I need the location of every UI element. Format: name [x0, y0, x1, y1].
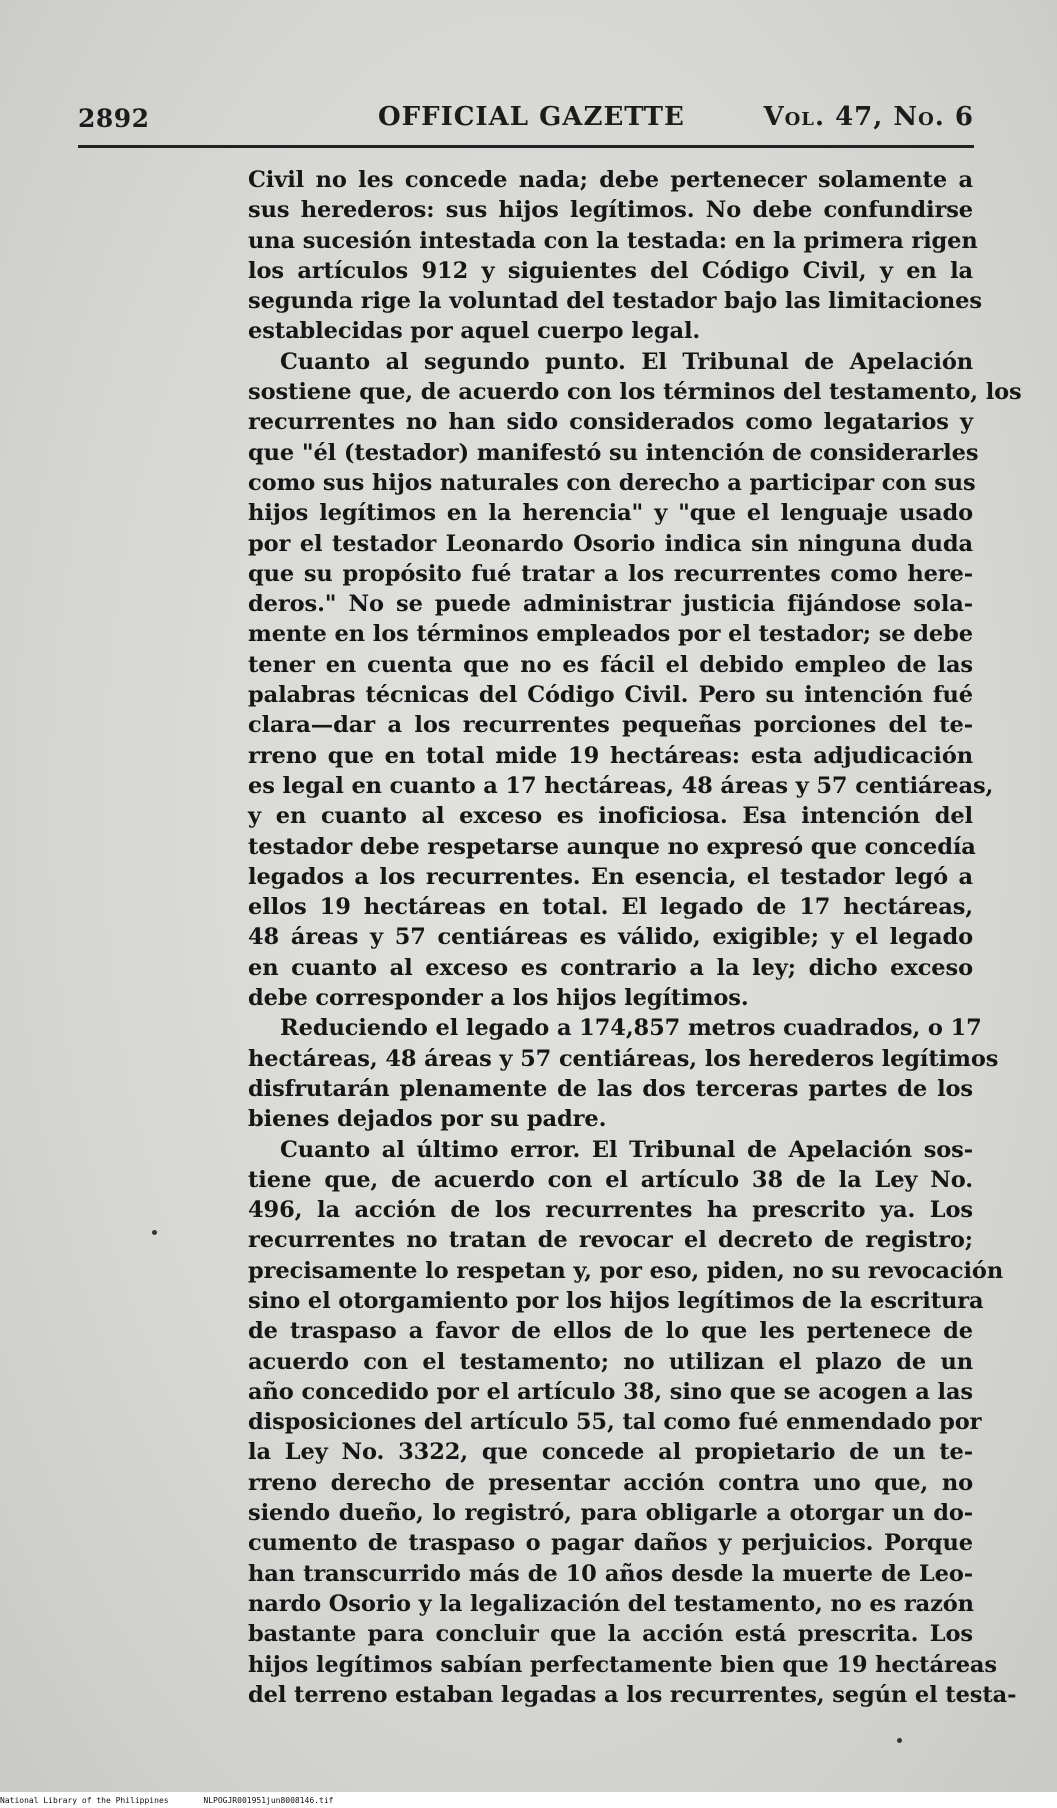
text-line: en cuanto al exceso es contrario a la ley; dicho exceso: [248, 954, 973, 981]
volume-number: Vol. 47, No. 6: [763, 102, 974, 132]
running-title: OFFICIAL GAZETTE: [378, 102, 685, 132]
text-line: año concedido por el artículo 38, sino que se acogen a las: [248, 1378, 973, 1405]
text-line: segunda rige la voluntad del testador bajo las limitaciones: [248, 288, 982, 315]
text-line: 496, la acción de los recurrentes ha prescrito ya. Los: [248, 1197, 973, 1224]
text-line: recurrentes no han sido considerados como legatarios y: [248, 409, 973, 436]
header-rule: [78, 145, 974, 148]
text-line: hectáreas, 48 áreas y 57 centiáreas, los herederos legítimos: [248, 1045, 999, 1072]
scan-speck: [152, 1230, 157, 1235]
text-line: legados a los recurrentes. En esencia, el testador legó a: [248, 863, 973, 890]
text-line: Civil no les concede nada; debe pertenecer solamente a: [248, 167, 973, 193]
text-line: mente en los términos empleados por el testador; se debe: [248, 621, 973, 648]
text-line: bienes dejados por su padre.: [248, 1106, 607, 1133]
text-line: Reduciendo el legado a 174,857 metros cuadrados, o 17: [280, 1015, 982, 1042]
text-line: la Ley No. 3322, que concede al propietario de un te-: [248, 1439, 973, 1466]
text-line: disfrutarán plenamente de las dos terceras partes de los: [248, 1075, 973, 1102]
text-line: como sus hijos naturales con derecho a participar con sus: [248, 469, 976, 496]
text-line: palabras técnicas del Código Civil. Pero su intención fué: [248, 682, 973, 709]
text-line: tiene que, de acuerdo con el artículo 38 de la Ley No.: [248, 1166, 973, 1193]
text-line: acuerdo con el testamento; no utilizan el plazo de un: [248, 1348, 973, 1375]
text-line: cumento de traspaso o pagar daños y perjuicios. Porque: [248, 1530, 973, 1557]
text-line: nardo Osorio y la legalización del testamento, no es razón: [248, 1590, 974, 1617]
text-line: sus herederos: sus hijos legítimos. No debe confundirse: [248, 197, 973, 224]
text-line: clara—dar a los recurrentes pequeñas porciones del te-: [248, 712, 973, 739]
text-line: que su propósito fué tratar a los recurrentes como here-: [248, 560, 973, 587]
text-line: rreno derecho de presentar acción contra uno que, no: [248, 1469, 973, 1496]
text-line: y en cuanto al exceso es inoficiosa. Esa intención del: [248, 803, 973, 830]
text-line: sino el otorgamiento por los hijos legítimos de la escritura: [248, 1287, 984, 1314]
body-text: [248, 165, 1022, 1710]
text-line: es legal en cuanto a 17 hectáreas, 48 áreas y 57 centiáreas,: [248, 772, 994, 799]
scan-speck: [897, 1738, 902, 1743]
text-line: Cuanto al segundo punto. El Tribunal de Apelación: [280, 348, 973, 375]
text-line: los artículos 912 y siguientes del Código Civil, y en la: [248, 257, 973, 284]
text-line: hijos legítimos sabían perfectamente bien que 19 hectáreas: [248, 1651, 997, 1678]
text-line: 48 áreas y 57 centiáreas es válido, exigible; y el legado: [248, 924, 973, 951]
text-line: han transcurrido más de 10 años desde la muerte de Leo-: [248, 1560, 973, 1587]
scan-footer: [0, 1794, 1057, 1808]
text-line: una sucesión intestada con la testada: en la primera rigen: [248, 227, 978, 254]
text-line: de traspaso a favor de ellos de lo que les pertenece de: [248, 1318, 973, 1345]
page-header: [78, 100, 974, 134]
text-line: testador debe respetarse aunque no expresó que concedía: [248, 833, 976, 860]
text-line: rreno que en total mide 19 hectáreas: esta adjudicación: [248, 742, 973, 769]
text-line: debe corresponder a los hijos legítimos.: [248, 985, 749, 1012]
text-line: siendo dueño, lo registró, para obligarle a otorgar un do-: [248, 1500, 973, 1527]
page-number: 2892: [78, 104, 150, 133]
text-line: sostiene que, de acuerdo con los términos del testamento, los: [248, 379, 1022, 406]
text-line: ellos 19 hectáreas en total. El legado de 17 hectáreas,: [248, 894, 973, 921]
scan-file-name: NLPOGJR001951jun8008146.tif: [203, 1796, 334, 1805]
text-line: Cuanto al último error. El Tribunal de Apelación sos-: [280, 1136, 973, 1163]
text-line: disposiciones del artículo 55, tal como fué enmendado por: [248, 1409, 982, 1436]
text-line: del terreno estaban legadas a los recurrentes, según el testa-: [248, 1681, 1017, 1708]
library-credit: National Library of the Philippines: [0, 1796, 169, 1805]
text-line: por el testador Leonardo Osorio indica sin ninguna duda: [248, 530, 973, 557]
text-line: que "él (testador) manifestó su intención de considerarles: [248, 439, 979, 466]
text-line: precisamente lo respetan y, por eso, piden, no su revocación: [248, 1257, 1004, 1284]
text-line: deros." No se puede administrar justicia fijándose sola-: [248, 591, 973, 618]
text-line: hijos legítimos en la herencia" y "que el lenguaje usado: [248, 500, 973, 527]
text-line: bastante para concluir que la acción está prescrita. Los: [248, 1621, 973, 1648]
text-line: establecidas por aquel cuerpo legal.: [248, 318, 701, 345]
text-line: recurrentes no tratan de revocar el decreto de registro;: [248, 1227, 973, 1254]
text-line: tener en cuenta que no es fácil el debido empleo de las: [248, 651, 973, 678]
